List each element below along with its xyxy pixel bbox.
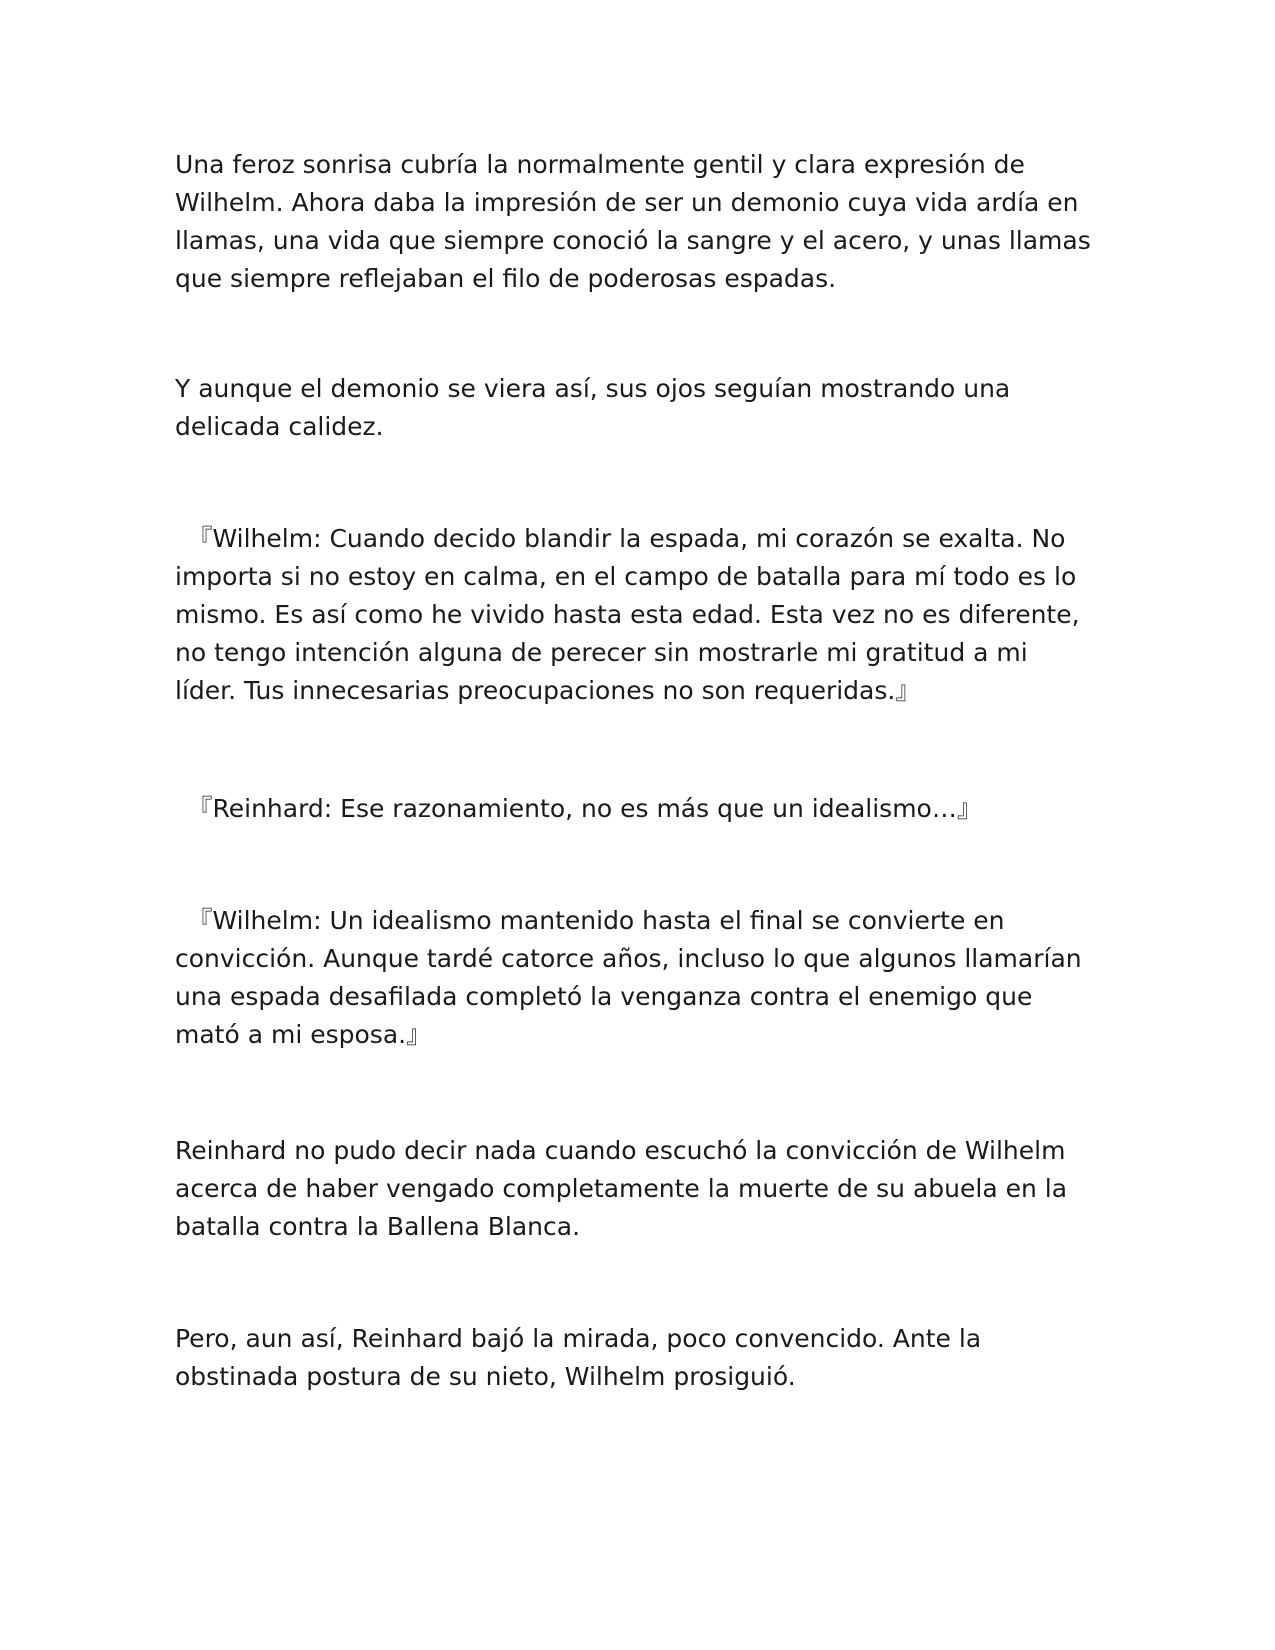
- dialogue-wilhelm-sword: 『Wilhelm: Cuando decido blandir la espada, mi corazón se exalta. No importa si no estoy en calma, en el campo de batalla para mí todo es lo mismo. Es así como he vivido hasta esta edad. Esta vez no es diferente, no tengo intención alguna de perecer sin mostrarle mi gratitud a mi líder. Tus innecesarias preocupaciones no son requeridas.』: [175, 524, 1080, 705]
- dialogue-reinhard-idealism: 『Reinhard: Ese razonamiento, no es más que un idealismo…』: [175, 794, 982, 823]
- paragraph-reinhard-silent: Reinhard no pudo decir nada cuando escuchó la convicción de Wilhelm acerca de haber vengado completamente la muerte de su abuela en la batalla contra la Ballena Blanca.: [175, 1136, 1068, 1241]
- paragraph-wilhelm-smile: Una feroz sonrisa cubría la normalmente gentil y clara expresión de Wilhelm. Ahora daba la impresión de ser un demonio cuya vida ardía en llamas, una vida que siempre conoció la sangre y el acero, y unas llamas que siempre reflejaban el filo de poderosas espadas.: [175, 150, 1091, 293]
- paragraph-reinhard-unconvinced: Pero, aun así, Reinhard bajó la mirada, poco convencido. Ante la obstinada postura de su nieto, Wilhelm prosiguió.: [175, 1324, 982, 1391]
- dialogue-wilhelm-conviction: 『Wilhelm: Un idealismo mantenido hasta el final se convierte en convicción. Aunque tardé catorce años, incluso lo que algunos llamarían una espada desafilada completó la venganza contra el enemigo que mató a mi esposa.』: [175, 906, 1082, 1049]
- paragraph-demon-warmth: Y aunque el demonio se viera así, sus ojos seguían mostrando una delicada calidez.: [175, 374, 1011, 441]
